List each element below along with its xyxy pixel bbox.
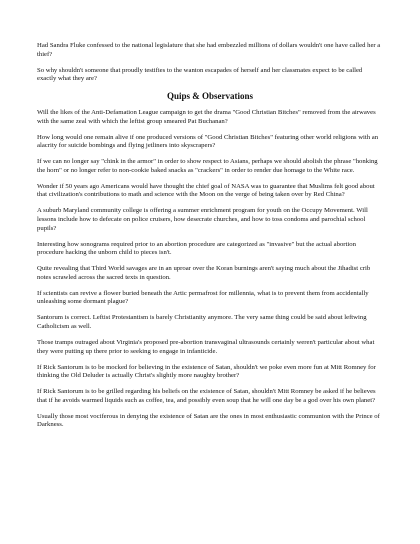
section-title: Quips & Observations (166, 91, 253, 102)
body-paragraph: How long would one remain alive if one produced versions of "Good Christian Bitches" featuring other world religions with an alacrity for suicide bombings and flying jetliners into skyscrapers? (37, 133, 379, 150)
body-paragraph: If we can no longer say "chink in the armor" in order to show respect to Asians, perhaps we should abolish the phrase "honking the horn" or no longer refer to non-cookie baked snacks as "crackers" in order to render due homage to the White race. (37, 158, 378, 174)
body-paragraph: Santorum is correct. Leftist Protestantism is barely Christianity anymore. The very same thing could be said about leftwing Catholicism as well. (37, 314, 367, 330)
body-paragraph: Quite revealing that Third World savages are in an uproar over the Koran burnings aren't saying much about the Jihadist crib notes scrawled across the sacred texts in question. (37, 265, 371, 281)
body-paragraph: Wonder if 50 years ago Americans would have thought the chief goal of NASA was to guarantee that Muslims felt good about that civilization's contributions to math and science with the Moon on the verge of being taken over by Red China? (37, 182, 375, 199)
body-paragraph: Will the likes of the Anti-Defamation League campaign to get the drama "Good Christian Bitches" removed from the airwaves with the same zeal with which the leftist group smeared Pat Buchanan? (37, 109, 376, 125)
body-paragraph: A suburb Maryland community college is offering a summer enrichment program for youth on the Occupy Movement. Will lessons include how to defecate on police cruisers, how desecrate churches, and how to toss condoms and parochial school pupils? (37, 207, 368, 232)
body-paragraph: Those tramps outraged about Virginia's proposed pre-abortion transvaginal ultrasounds certainly weren't particular about what they were putting up there prior to seeking to engage in infanticide. (37, 338, 375, 355)
intro-paragraph: Had Sandra Fluke confessed to the national legislature that she had embezzled millions of dollars wouldn't one have called her a thief? (37, 42, 381, 58)
intro-paragraph: So why shouldn't someone that proudly testifies to the wanton escapades of herself and her classmates expect to be called exactly what they are? (37, 66, 363, 83)
body-paragraph: If Rick Santorum is to be mocked for believing in the existence of Satan, shouldn't we poke even more fun at Mitt Romney for thinking the Old Deluder is actually Christ's slightly more naughty brother? (37, 363, 376, 380)
body-paragraph: If scientists can revive a flower buried beneath the Artic permafrost for millennia, what is to prevent them from accidentally unleashing some dormant plague? (37, 289, 369, 306)
text-column (37, 42, 383, 437)
body-paragraph: If Rick Santorum is to be grilled regarding his beliefs on the existence of Satan, shouldn't Mitt Romney be asked if he believes that if he avoids warmed liquids such as coffee, tea, and possibly even soup that he will one day be a god over his own planet? (37, 388, 376, 404)
body-paragraph: Interesting how sonograms required prior to an abortion procedure are categorized as "invasive" but the actual abortion procedure hacking the unborn child to pieces isn't. (37, 240, 356, 257)
body-paragraph: Usually those most vociferous in denying the existence of Satan are the ones in most enthusiastic communion with the Prince of Darkness. (37, 412, 380, 429)
